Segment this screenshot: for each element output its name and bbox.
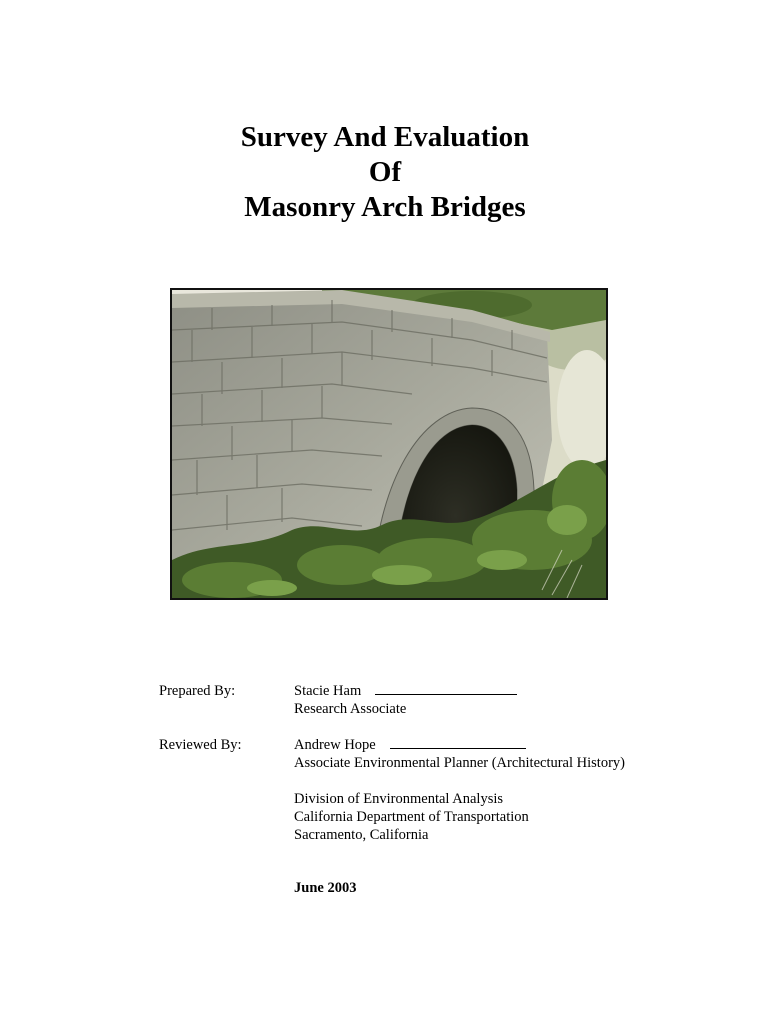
- signature-line: [390, 737, 526, 749]
- prepared-by-name-row: [294, 682, 517, 700]
- department-text: California Department of Transportation: [294, 809, 529, 825]
- prepared-by-name: Stacie Ham: [294, 683, 362, 699]
- masonry-arch-bridge-image: [172, 290, 606, 598]
- bridge-photo: [170, 288, 608, 600]
- prepared-by-role: Research Associate: [294, 701, 407, 717]
- reviewed-by-name-row: [294, 736, 526, 754]
- document-title: [0, 120, 770, 225]
- division-text: Division of Environmental Analysis: [294, 791, 504, 807]
- reviewed-by-role: Associate Environmental Planner (Architectural History): [294, 755, 625, 771]
- reviewed-by-label: Reviewed By:: [159, 737, 242, 753]
- location-text: Sacramento, California: [294, 827, 429, 843]
- publication-date: June 2003: [294, 880, 357, 896]
- signature-line: [375, 683, 517, 695]
- title-line-1: Survey And Evaluation: [240, 121, 530, 153]
- prepared-by-label: Prepared By:: [159, 683, 236, 699]
- title-line-3: Masonry Arch Bridges: [244, 191, 526, 223]
- reviewed-by-name: Andrew Hope: [294, 737, 376, 753]
- title-line-2: Of: [368, 156, 402, 188]
